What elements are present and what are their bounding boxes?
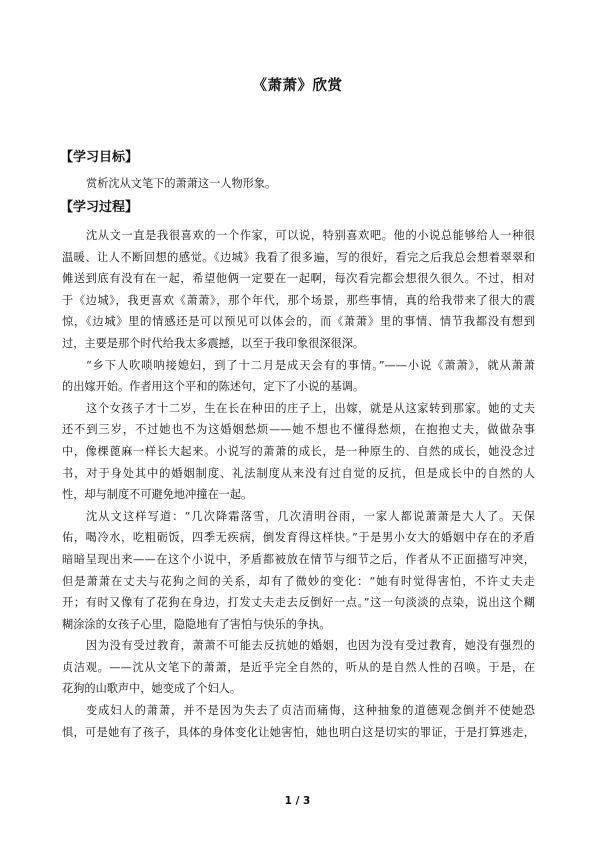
body-line: 暗暗呈现出来——在这个小说中，矛盾都被放在情节与细节之后，作者从不正面描写冲突， xyxy=(62,552,535,566)
body-line: 于《边城》，我更喜欢《萧萧》，那个年代，那个场景，那些事情，真的给我带来了很大的震 xyxy=(62,293,535,307)
page-number: 1 / 3 xyxy=(284,795,311,807)
body-line: 中，像棵蓖麻一样长大起来。小说写的萧萧的成长，是一种原生的、自然的成长，她没念过 xyxy=(62,444,535,458)
body-text xyxy=(62,225,535,743)
body-line: 因为没有受过教育，萧萧不可能去反抗她的婚姻，也因为没有受过教育，她没有强烈的 xyxy=(86,639,535,653)
goal-text: 赏析沈从文笔下的萧萧这一人物形象。 xyxy=(86,177,277,190)
body-line: 佑，喝冷水，吃粗砺饭，四季无疾病，倒发育得这样快。”于是男小女大的婚姻中存在的矛盾 xyxy=(62,531,535,545)
body-line: 傩送到底有没有在一起，希望他俩一定要在一起啊，每次看完都会想很久很久。不过，相对 xyxy=(62,272,535,286)
section-heading-process: 【学习过程】 xyxy=(60,200,139,215)
body-line: 变成妇人的萧萧，并不是因为失去了贞洁而痛悔，这种抽象的道德观念倒并不使她恐 xyxy=(86,704,535,718)
body-line: 糊涂涂的女孩子心里，隐隐地有了害怕与快乐的争执。 xyxy=(62,617,331,631)
page-title: 《萧萧》欣赏 xyxy=(252,78,343,94)
body-line: 这个女孩子才十二岁，生在长在种田的庄子上，出嫁，就是从这家转到那家。她的丈夫 xyxy=(86,401,535,415)
body-line: 花狗的山歌声中，她变成了个妇人。 xyxy=(62,682,242,696)
body-line: 沈从文这样写道：“几次降霜落雪，几次清明谷雨，一家人都说萧萧是大人了。天保 xyxy=(86,509,535,523)
body-line: 贞洁观。——沈从文笔下的萧萧，是近乎完全自然的，听从的是自然人性的召唤。于是，在 xyxy=(62,660,535,674)
body-line: 惊，《边城》里的情感还是可以预见可以体会的，而《萧萧》里的事情、情节我都没有想到 xyxy=(62,315,535,329)
body-line: 惧，可是她有了孩子，具体的身体变化让她害怕，她也明白这是切实的罪证，于是打算逃走， xyxy=(62,725,535,739)
body-line: 但是萧萧在丈夫与花狗之间的关系，却有了微妙的变化：“她有时觉得害怕，不许丈夫走 xyxy=(62,574,535,588)
body-line: 沈从文一直是我很喜欢的一个作家，可以说，特别喜欢吧。他的小说总能够给人一种很 xyxy=(86,229,535,242)
body-line: 还不到三岁，不过她也不为这婚姻愁烦——她不想也不懂得愁烦，在抱抱丈夫，做做杂事 xyxy=(62,423,535,437)
body-line: 性，却与制度不可避免地冲撞在一起。 xyxy=(62,488,253,502)
body-line: 过，主要是那个时代给我太多震撼，以至于我印象很深很深。 xyxy=(62,336,365,350)
body-line: “乡下人吹唢呐接媳妇，到了十二月是成天会有的事情。”——小说《萧萧》，就从萧萧 xyxy=(86,358,535,372)
body-line: 的出嫁开始。作者用这个平和的陈述句，定下了小说的基调。 xyxy=(62,380,365,394)
body-line: 书，对于身处其中的婚姻制度、礼法制度从来没有过自觉的反抗，但是成长中的自然的人 xyxy=(62,466,535,480)
section-heading-goal: 【学习目标】 xyxy=(60,150,139,165)
body-line: 开；有时又像有了花狗在身边，打发丈夫走去反倒好一点。”这一句淡淡的点染，说出这个糊 xyxy=(62,596,535,610)
body-line: 温暖、让人不断回想的感觉。《边城》我看了很多遍，写的很好，看完之后我总会想着翠翠和 xyxy=(62,250,535,264)
